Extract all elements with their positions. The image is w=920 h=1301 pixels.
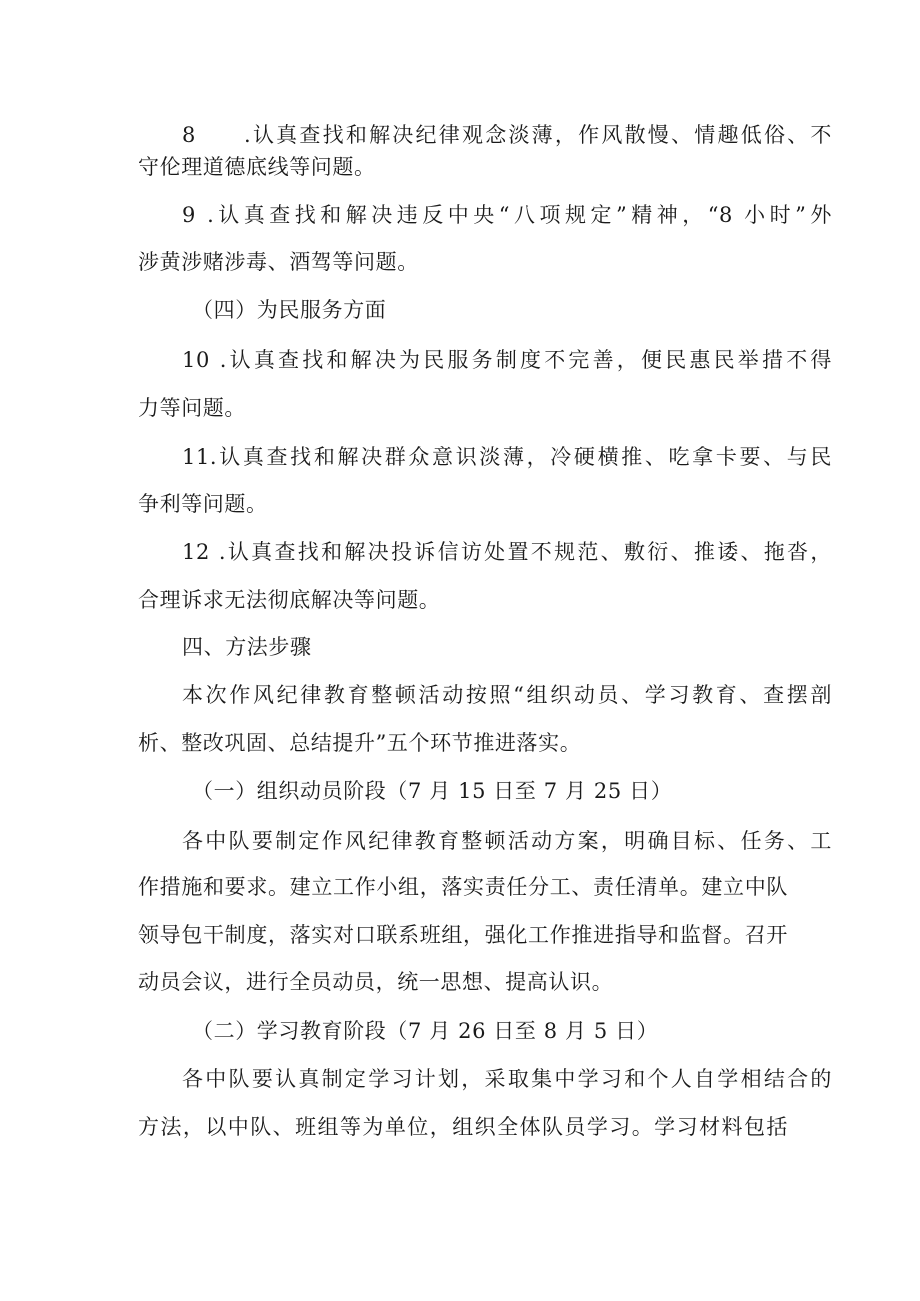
paragraph-line: 守伦理道德底线等问题。	[138, 155, 376, 179]
section-heading: 四、方法步骤	[182, 635, 312, 659]
paragraph-line: 合理诉求无法彻底解决等问题。	[138, 588, 441, 612]
paragraph-line: 本次作风纪律教育整顿活动按照“组织动员、学习教育、查摆剖	[182, 683, 832, 707]
paragraph-line: 作措施和要求。建立工作小组，落实责任分工、责任清单。建立中队	[138, 875, 788, 899]
section-heading: （一）组织动员阶段（7 月 15 日至 7 月 25 日）	[192, 779, 673, 803]
paragraph-line: 领导包干制度，落实对口联系班组，强化工作推进指导和监督。召开	[138, 923, 788, 947]
paragraph-line: 11.认真查找和解决群众意识淡薄，冷硬横推、吃拿卡要、与民	[182, 445, 832, 469]
paragraph-line: 9 .认真查找和解决违反中央“八项规定”精神，“8 小时”外	[182, 203, 832, 227]
paragraph-line: 各中队要制定作风纪律教育整顿活动方案，明确目标、任务、工	[182, 829, 832, 853]
paragraph-line: 方法，以中队、班组等为单位，组织全体队员学习。学习材料包括	[138, 1115, 788, 1139]
paragraph-line: 力等问题。	[138, 396, 246, 420]
paragraph-line: 10 .认真查找和解决为民服务制度不完善，便民惠民举措不得	[182, 348, 832, 372]
section-heading: （四）为民服务方面	[192, 298, 387, 322]
paragraph-line: 8 .认真查找和解决纪律观念淡薄，作风散慢、情趣低俗、不	[182, 123, 832, 147]
paragraph-line: 动员会议，进行全员动员，统一思想、提高认识。	[138, 970, 614, 994]
paragraph-line: 各中队要认真制定学习计划，采取集中学习和个人自学相结合的	[182, 1067, 832, 1091]
paragraph-line: 12 .认真查找和解决投诉信访处置不规范、敷衍、推诿、拖沓，	[182, 540, 832, 564]
paragraph-line: 涉黄涉赌涉毒、酒驾等问题。	[138, 250, 419, 274]
section-heading: （二）学习教育阶段（7 月 26 日至 8 月 5 日）	[192, 1019, 659, 1043]
paragraph-line: 争利等问题。	[138, 492, 268, 516]
paragraph-line: 析、整改巩固、总结提升”五个环节推进落实。	[138, 731, 582, 755]
